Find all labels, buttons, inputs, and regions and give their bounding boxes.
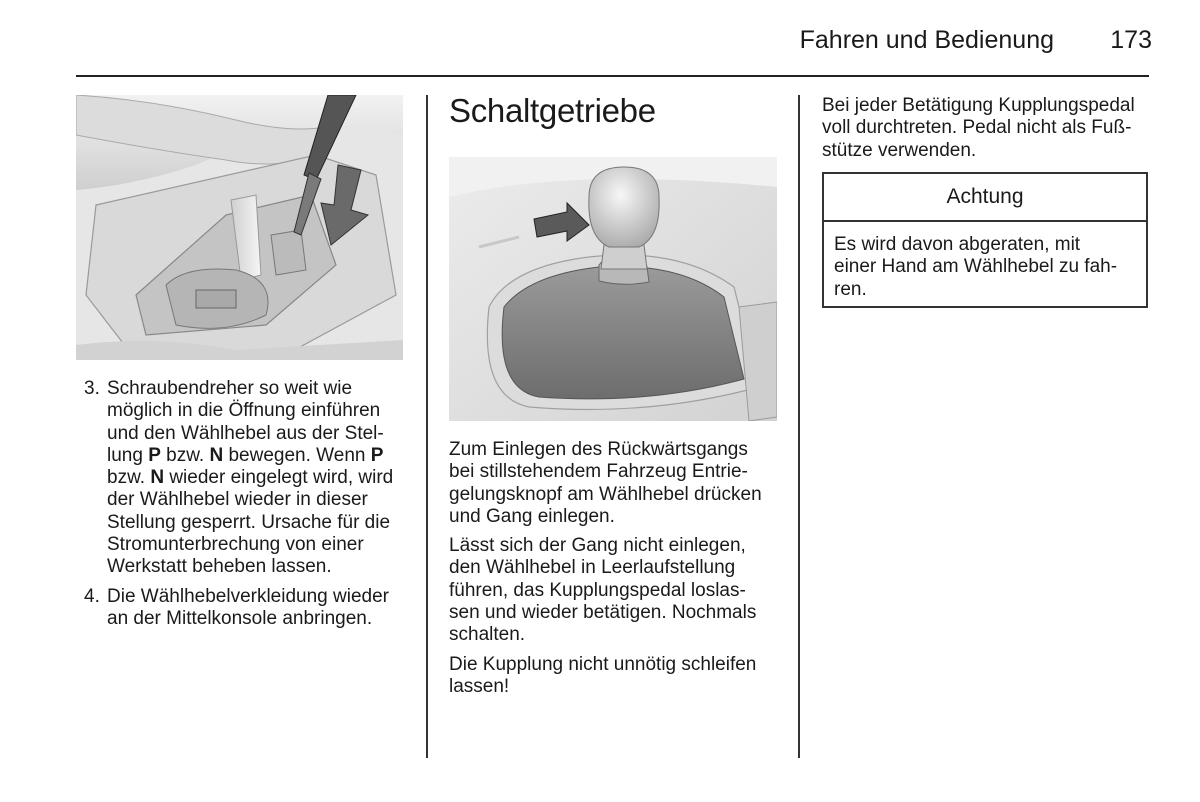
text-line: Bei jeder Betätigung Kupplungspedal (822, 95, 1135, 116)
gear-position-label: P (148, 444, 161, 466)
text-line: schalten. (449, 624, 526, 646)
text-line: und Gang einlegen. (449, 505, 615, 527)
column-divider-2 (798, 95, 800, 758)
text-line: führen, das Kupplungspedal loslas- (449, 579, 746, 601)
text-line: ren. (834, 278, 867, 300)
caution-text (824, 222, 1146, 301)
step-line: möglich in die Öffnung einführen (107, 400, 381, 422)
step-4 (84, 586, 414, 631)
step-3 (84, 378, 414, 579)
text-line: sen und wieder betätigen. Nochmals (449, 602, 757, 624)
step-line: lung P bzw. N bewegen. Wenn P (107, 444, 384, 466)
selector-lever-release-illustration (76, 95, 403, 360)
gear-lever-illustration (449, 157, 777, 421)
text-line: den Wählhebel in Leerlaufstellung (449, 557, 736, 579)
step-line: und den Wählhebel aus der Stel- (107, 422, 384, 444)
text-line: einer Hand am Wählhebel zu fah- (834, 256, 1118, 278)
step-line: der Wählhebel wieder in dieser (107, 489, 368, 511)
step-line: Schraubendreher so weit wie (107, 378, 353, 399)
step-4-text (107, 586, 414, 631)
text-line: lassen! (449, 675, 510, 697)
column-divider-1 (426, 95, 428, 758)
step-line: bzw. N wieder eingelegt wird, wird (107, 467, 394, 489)
text-line: Zum Einlegen des Rückwärtsgangs (449, 439, 748, 460)
caution-box (822, 172, 1148, 308)
text-line: bei stillstehendem Fahrzeug Entrie- (449, 461, 748, 483)
step-line: Die Wählhebelverkleidung wieder (107, 585, 389, 607)
text-line: Die Kupplung nicht unnötig schleifen (449, 653, 757, 675)
paragraph (822, 95, 1152, 162)
text-line: Lässt sich der Gang nicht einlegen, (449, 535, 746, 557)
text-line: gelungsknopf am Wählhebel drücken (449, 483, 762, 505)
step-number: 3. (84, 378, 100, 399)
manual-gearbox-text (449, 439, 784, 705)
gear-position-label: N (150, 467, 165, 489)
step-line: Stromunterbrechung von einer (107, 534, 364, 556)
text-line: voll durchtreten. Pedal nicht als Fuß- (822, 117, 1132, 139)
procedure-steps (84, 378, 414, 637)
paragraph (449, 439, 784, 528)
text-line: stütze verwenden. (822, 139, 977, 161)
step-line: an der Mittelkonsole anbringen. (107, 607, 373, 629)
clutch-pedal-note (822, 95, 1152, 169)
step-number: 4. (84, 585, 100, 607)
header-divider (76, 75, 1149, 77)
step-line: Stellung gesperrt. Ursache für die (107, 511, 391, 533)
chapter-title: Fahren und Bedienung (799, 26, 1054, 54)
step-3-text (107, 378, 414, 579)
paragraph (449, 654, 784, 699)
section-heading: Schaltgetriebe (449, 92, 656, 129)
caution-title: Achtung (824, 174, 1146, 222)
paragraph (449, 535, 784, 646)
text-line: Es wird davon abgeraten, mit (834, 234, 1081, 255)
gear-position-label: N (209, 444, 224, 466)
gear-position-label: P (370, 444, 384, 466)
page-number: 173 (1110, 26, 1152, 54)
step-line: Werkstatt beheben lassen. (107, 556, 332, 578)
